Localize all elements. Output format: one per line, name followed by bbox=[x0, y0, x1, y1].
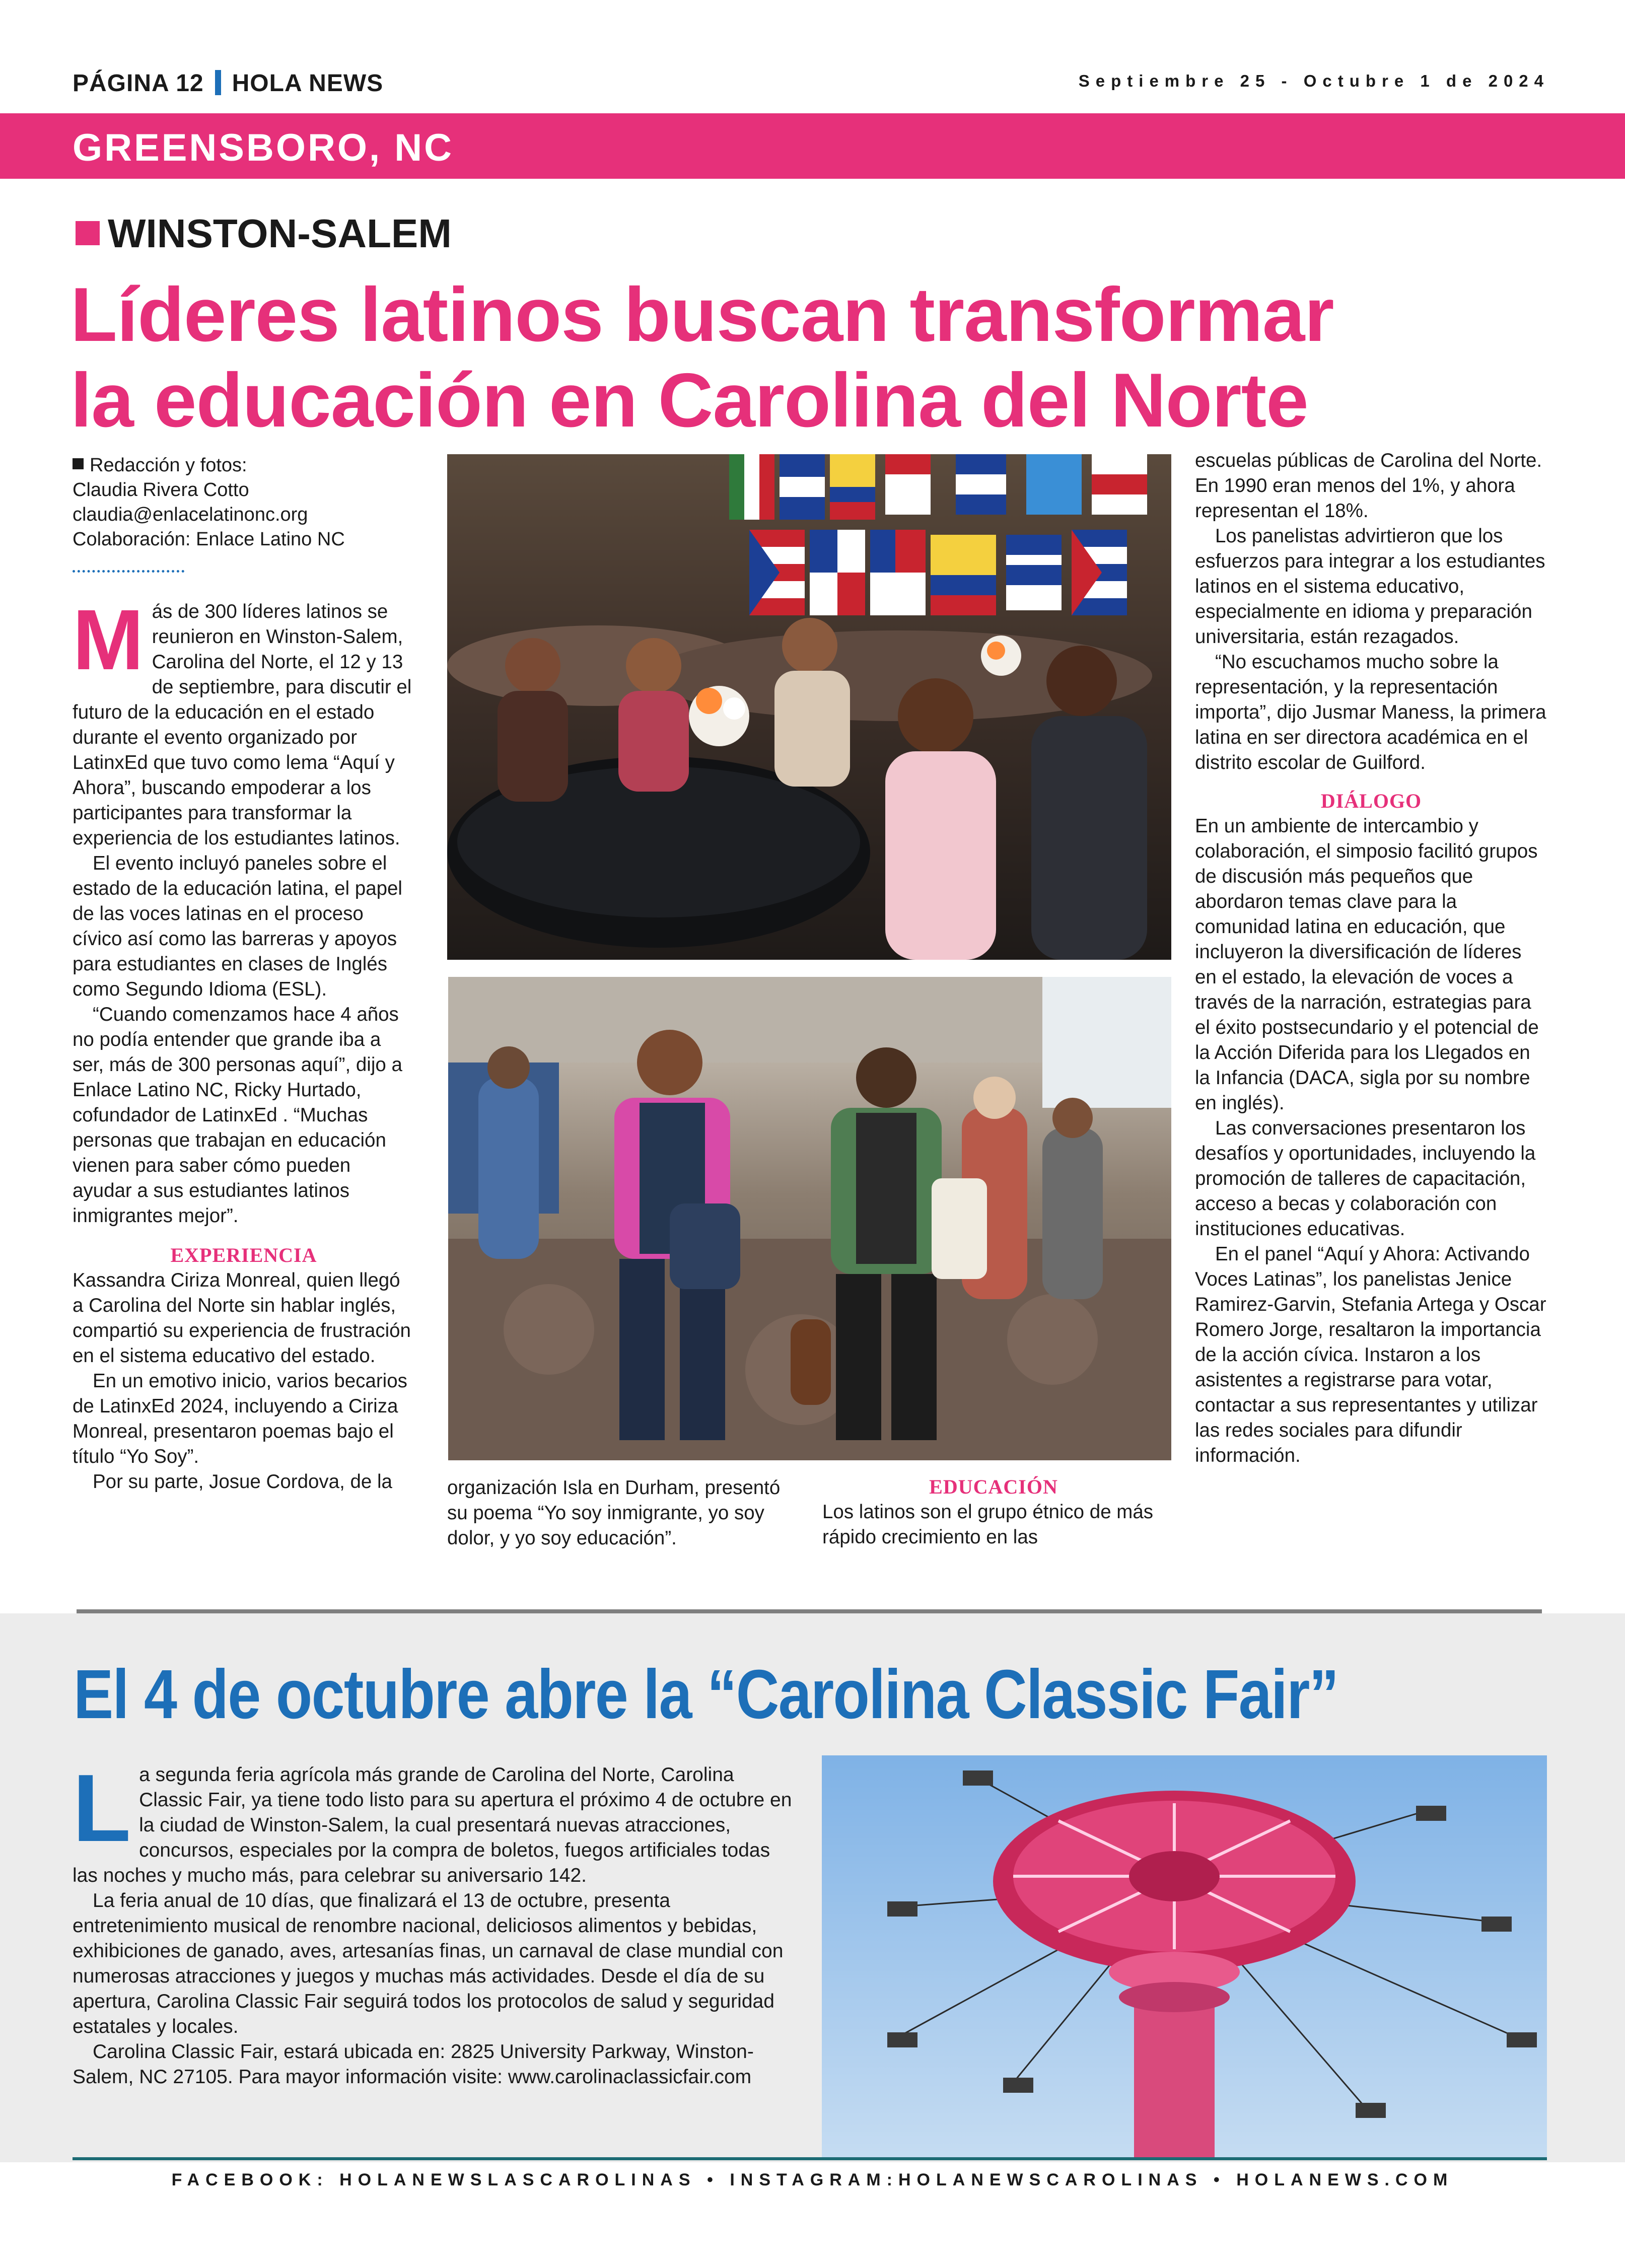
article-column-2 bbox=[447, 1475, 790, 1551]
article-headline bbox=[70, 272, 1561, 443]
headline-line-1: Líderes latinos buscan transformar bbox=[70, 272, 1334, 358]
paragraph: El evento incluyó paneles sobre el estado de la educación latina, el papel de las voces latinas en el proceso cívico así como las barreras y apoyos para estudiantes en clases de Inglés como Segundo Idioma (ESL). bbox=[73, 853, 402, 1000]
photo-swing-carousel bbox=[822, 1755, 1547, 2157]
paragraph: En el panel “Aquí y Ahora: Activando Voces Latinas”, los panelistas Jenice Ramirez-Garvin, Stefania Artega y Oscar Romero Jorge, resaltaron la importancia de la acción cívica. Instaron a los asistentes a registrarse para votar, contactar a sus representantes y utilizar las redes sociales para difundir información. bbox=[1195, 1243, 1546, 1466]
paragraph: “Cuando comenzamos hace 4 años no podía entender que grande iba a ser, más de 300 personas aquí”, dijo a Enlace Latino NC, Ricky Hurtado, cofundador de LatinxEd . “Muchas personas que trabajan en educación vienen para saber cómo pueden ayudar a sus estudiantes latinos inmigrantes mejor”. bbox=[73, 1004, 402, 1227]
paragraph: Las conversaciones presentaron los desafíos y oportunidades, incluyendo la promoción de talleres de capacitación, acceso a becas y colaboración con instituciones educativas. bbox=[1195, 1117, 1536, 1240]
paragraph: Más de 300 líderes latinos se reunieron en Winston-Salem, Carolina del Norte, el 12 y 13 de septiembre, para discutir el futuro de la educación en el estado durante el evento organizado por LatinxEd que tuvo como lema “Aquí y Ahora”, buscando empoderar a los participantes para transformar la experiencia de los estudiantes latinos. bbox=[73, 592, 412, 849]
banquet-illustration bbox=[447, 454, 1171, 960]
paragraph: La feria anual de 10 días, que finalizará el 13 de octubre, presenta entretenimiento musical de renombre nacional, deliciosos alimentos y bebidas, exhibiciones de ganado, aves, artesanías finas, un carnaval de clase mundial con numerosas atracciones y juegos y muchas más actividades. Desde el día de su apertura, Carolina Classic Fair seguirá todos los protocolos de salud y seguridad estatales y locales. bbox=[73, 1890, 784, 2037]
photo-attendees-walking bbox=[448, 977, 1171, 1460]
credit-line-1: Redacción y fotos: bbox=[90, 455, 247, 476]
hallway-illustration bbox=[448, 977, 1171, 1460]
credit-email[interactable]: claudia@enlacelatinonc.org bbox=[73, 504, 308, 525]
credit-author: Claudia Rivera Cotto bbox=[73, 479, 249, 501]
paragraph: Kassandra Ciriza Monreal, quien llegó a Carolina del Norte sin hablar inglés, compartió su experiencia de frustración en el sistema educativo del estado. bbox=[73, 1269, 411, 1367]
paragraph: La segunda feria agrícola más grande de Carolina del Norte, Carolina Classic Fair, ya tiene todo listo para su apertura el próximo 4 de octubre en la ciudad de Winston-Salem, la cual presentará nuevas atracciones, concursos, especiales por la compra de boletos, fuegos artificiales todas las noches y mucho más, para celebrar su aniversario 142. bbox=[73, 1755, 792, 1886]
credit-bullet-icon bbox=[73, 458, 84, 469]
paragraph: Carolina Classic Fair, estará ubicada en: 2825 University Parkway, Winston-Salem, NC 27105. Para mayor información visite: www.carolinaclassicfair.com bbox=[73, 2041, 754, 2088]
paragraph: Los latinos son el grupo étnico de más rápido crecimiento en las bbox=[822, 1501, 1154, 1548]
credit-divider bbox=[73, 570, 184, 573]
fair-headline: El 4 de octubre abre la “Carolina Classic Fair” bbox=[74, 1656, 1338, 1733]
paragraph: En un emotivo inicio, varios becarios de LatinxEd 2024, incluyendo a Ciriza Monreal, presentaron poemas bajo el título “Yo Soy”. bbox=[73, 1370, 407, 1467]
carousel-illustration bbox=[822, 1755, 1547, 2157]
photo-conference-attendees bbox=[447, 454, 1171, 960]
page-header bbox=[73, 69, 383, 97]
page-number: PÁGINA 12 bbox=[73, 70, 204, 97]
section-label: WINSTON-SALEM bbox=[108, 211, 452, 256]
credit-collab: Colaboración: Enlace Latino NC bbox=[73, 529, 345, 550]
paragraph: Los panelistas advirtieron que los esfuerzos para integrar a los estudiantes latinos en el sistema educativo, especialmente en idioma y preparación universitaria, están rezagados. bbox=[1195, 525, 1545, 648]
paragraph: escuelas públicas de Carolina del Norte. En 1990 eran menos del 1%, y ahora representan el 18%. bbox=[1195, 450, 1542, 522]
paragraph: “No escuchamos mucho sobre la representación, y la representación importa”, dijo Jusmar Maness, la primera latina en ser directora académica en el distrito escolar de Guilford. bbox=[1195, 651, 1546, 773]
fair-article-body bbox=[73, 1755, 793, 2090]
article-column-4 bbox=[1195, 448, 1547, 1468]
dropcap: L bbox=[73, 1755, 131, 1862]
footer-social-links: FACEBOOK: HOLANEWSLASCAROLINAS • INSTAGRAM:HOLANEWSCAROLINAS • HOLANEWS.COM bbox=[171, 2170, 1454, 2189]
issue-date: Septiembre 25 - Octubre 1 de 2024 bbox=[1078, 72, 1549, 90]
subhead-experiencia: EXPERIENCIA bbox=[170, 1244, 317, 1266]
headline-line-2: la educación en Carolina del Norte bbox=[70, 358, 1308, 443]
dropcap: M bbox=[73, 592, 144, 688]
paragraph: organización Isla en Durham, presentó su poema “Yo soy inmigrante, yo soy dolor, y yo soy educación”. bbox=[447, 1477, 781, 1549]
publication-name: HOLA NEWS bbox=[232, 70, 384, 97]
paragraph: En un ambiente de intercambio y colaboración, el simposio facilitó grupos de discusión más pequeños que abordaron temas clave para la comunidad latina en educación, que incluyeron la diversificación de líderes en el estado, la elevación de voces a través de la narración, estrategias para el éxito postsecundario y el potencial de la Acción Diferida para los Llegados en la Infancia (DACA, sigla por su nombre en inglés). bbox=[1195, 815, 1539, 1114]
section-divider bbox=[77, 1609, 1542, 1613]
footer-divider bbox=[73, 2157, 1547, 2160]
city-label: GREENSBORO, NC bbox=[73, 126, 454, 169]
header-divider bbox=[215, 70, 221, 95]
paragraph: Por su parte, Josue Cordova, de la bbox=[93, 1471, 392, 1493]
section-tag bbox=[76, 210, 452, 257]
subhead-educacion: EDUCACIÓN bbox=[929, 1475, 1058, 1498]
subhead-dialogo: DIÁLOGO bbox=[1320, 790, 1422, 812]
article-column-1 bbox=[73, 592, 415, 1495]
article-column-3 bbox=[822, 1474, 1165, 1550]
section-square-icon bbox=[76, 221, 100, 245]
article-credits bbox=[73, 453, 345, 552]
